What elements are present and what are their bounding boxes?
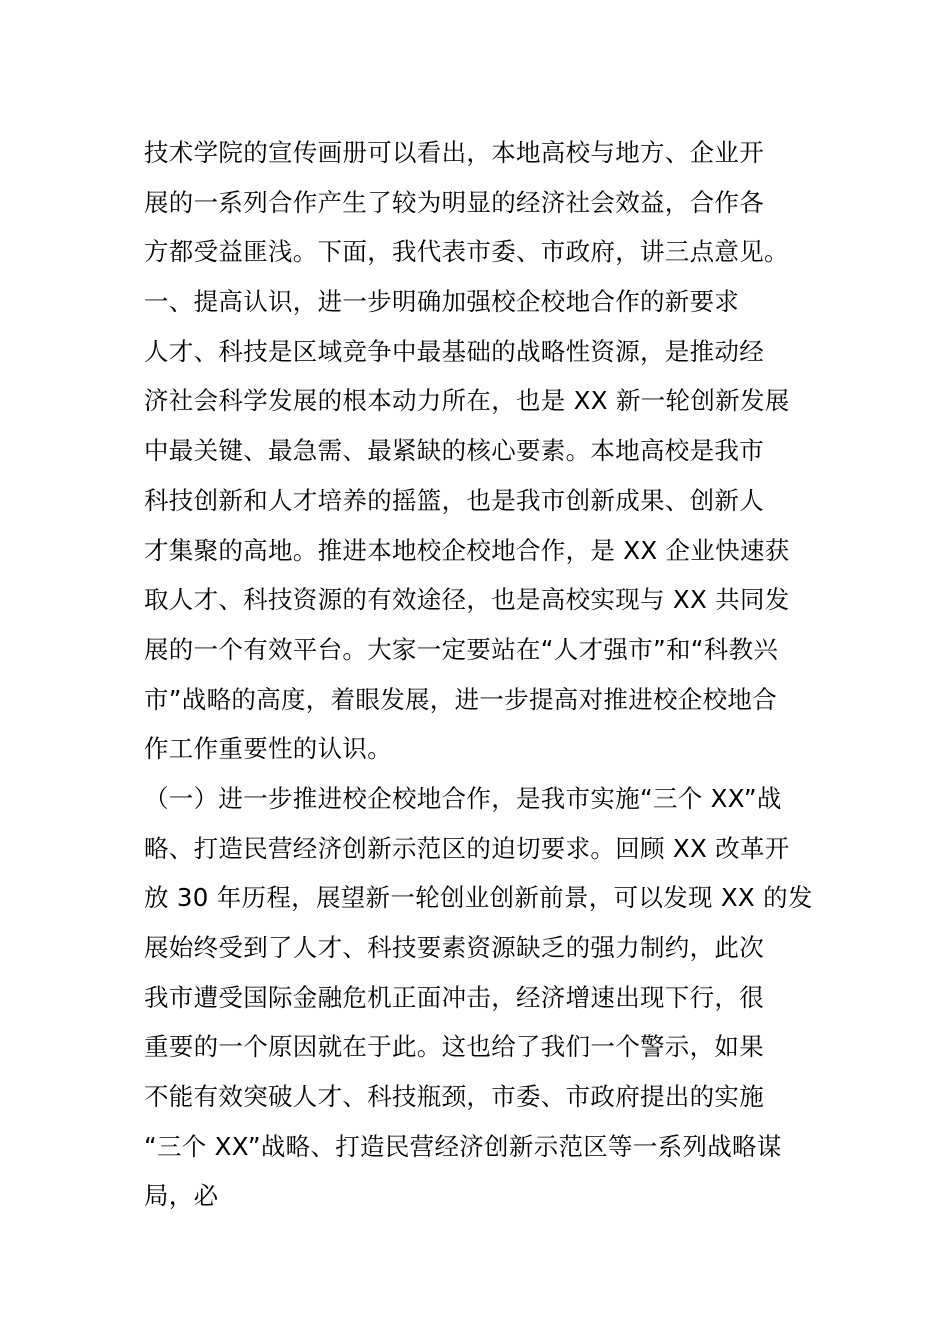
text-line: 放 30 年历程，展望新一轮创业创新前景，可以发现 XX 的发 [144,883,813,913]
text-line: 取人才、科技资源的有效途径，也是高校实现与 XX 共同发 [144,585,790,615]
text-line: 中最关键、最急需、最紧缺的核心要素。本地高校是我市 [144,436,764,466]
text-line: 技术学院的宣传画册可以看出，本地高校与地方、企业开 [144,138,764,167]
text-line: 展的一系列合作产生了较为明显的经济社会效益，合作各 [144,187,764,217]
document-body [144,128,813,1221]
text-line: 展的一个有效平台。大家一定要站在“人才强市”和“科教兴 [144,634,779,664]
text-line: 科技创新和人才培养的摇篮，也是我市创新成果、创新人 [144,485,764,515]
text-line: 才集聚的高地。推进本地校企校地合作，是 XX 企业快速获 [144,535,790,565]
text-line: 市”战略的高度，着眼发展，进一步提高对推进校企校地合 [144,684,777,714]
text-line: 重要的一个原因就在于此。这也给了我们一个警示，如果 [144,1032,764,1062]
text-line: 作工作重要性的认识。 [144,734,392,764]
text-line: 人才、科技是区域竞争中最基础的战略性资源，是推动经 [144,336,764,366]
text-line: 我市遭受国际金融危机正面冲击，经济增速出现下行，很 [144,982,764,1012]
subsection-line: （一）进一步推进校企校地合作，是我市实施“三个 XX”战 [144,783,782,813]
text-line: 济社会科学发展的根本动力所在，也是 XX 新一轮创新发展 [144,386,790,416]
text-line: 略、打造民营经济创新示范区的迫切要求。回顾 XX 改革开 [144,833,790,863]
text-line: “三个 XX”战略、打造民营经济创新示范区等一系列战略谋 [144,1131,782,1161]
section-heading: 一、提高认识，进一步明确加强校企校地合作的新要求 [144,287,740,317]
text-line: 局，必 [144,1181,219,1211]
text-line: 展始终受到了人才、科技要素资源缺乏的强力制约，此次 [144,933,764,962]
text-line: 方都受益匪浅。下面，我代表市委、市政府，讲三点意见。 [144,237,789,267]
text-line: 不能有效突破人才、科技瓶颈，市委、市政府提出的实施 [144,1082,764,1112]
